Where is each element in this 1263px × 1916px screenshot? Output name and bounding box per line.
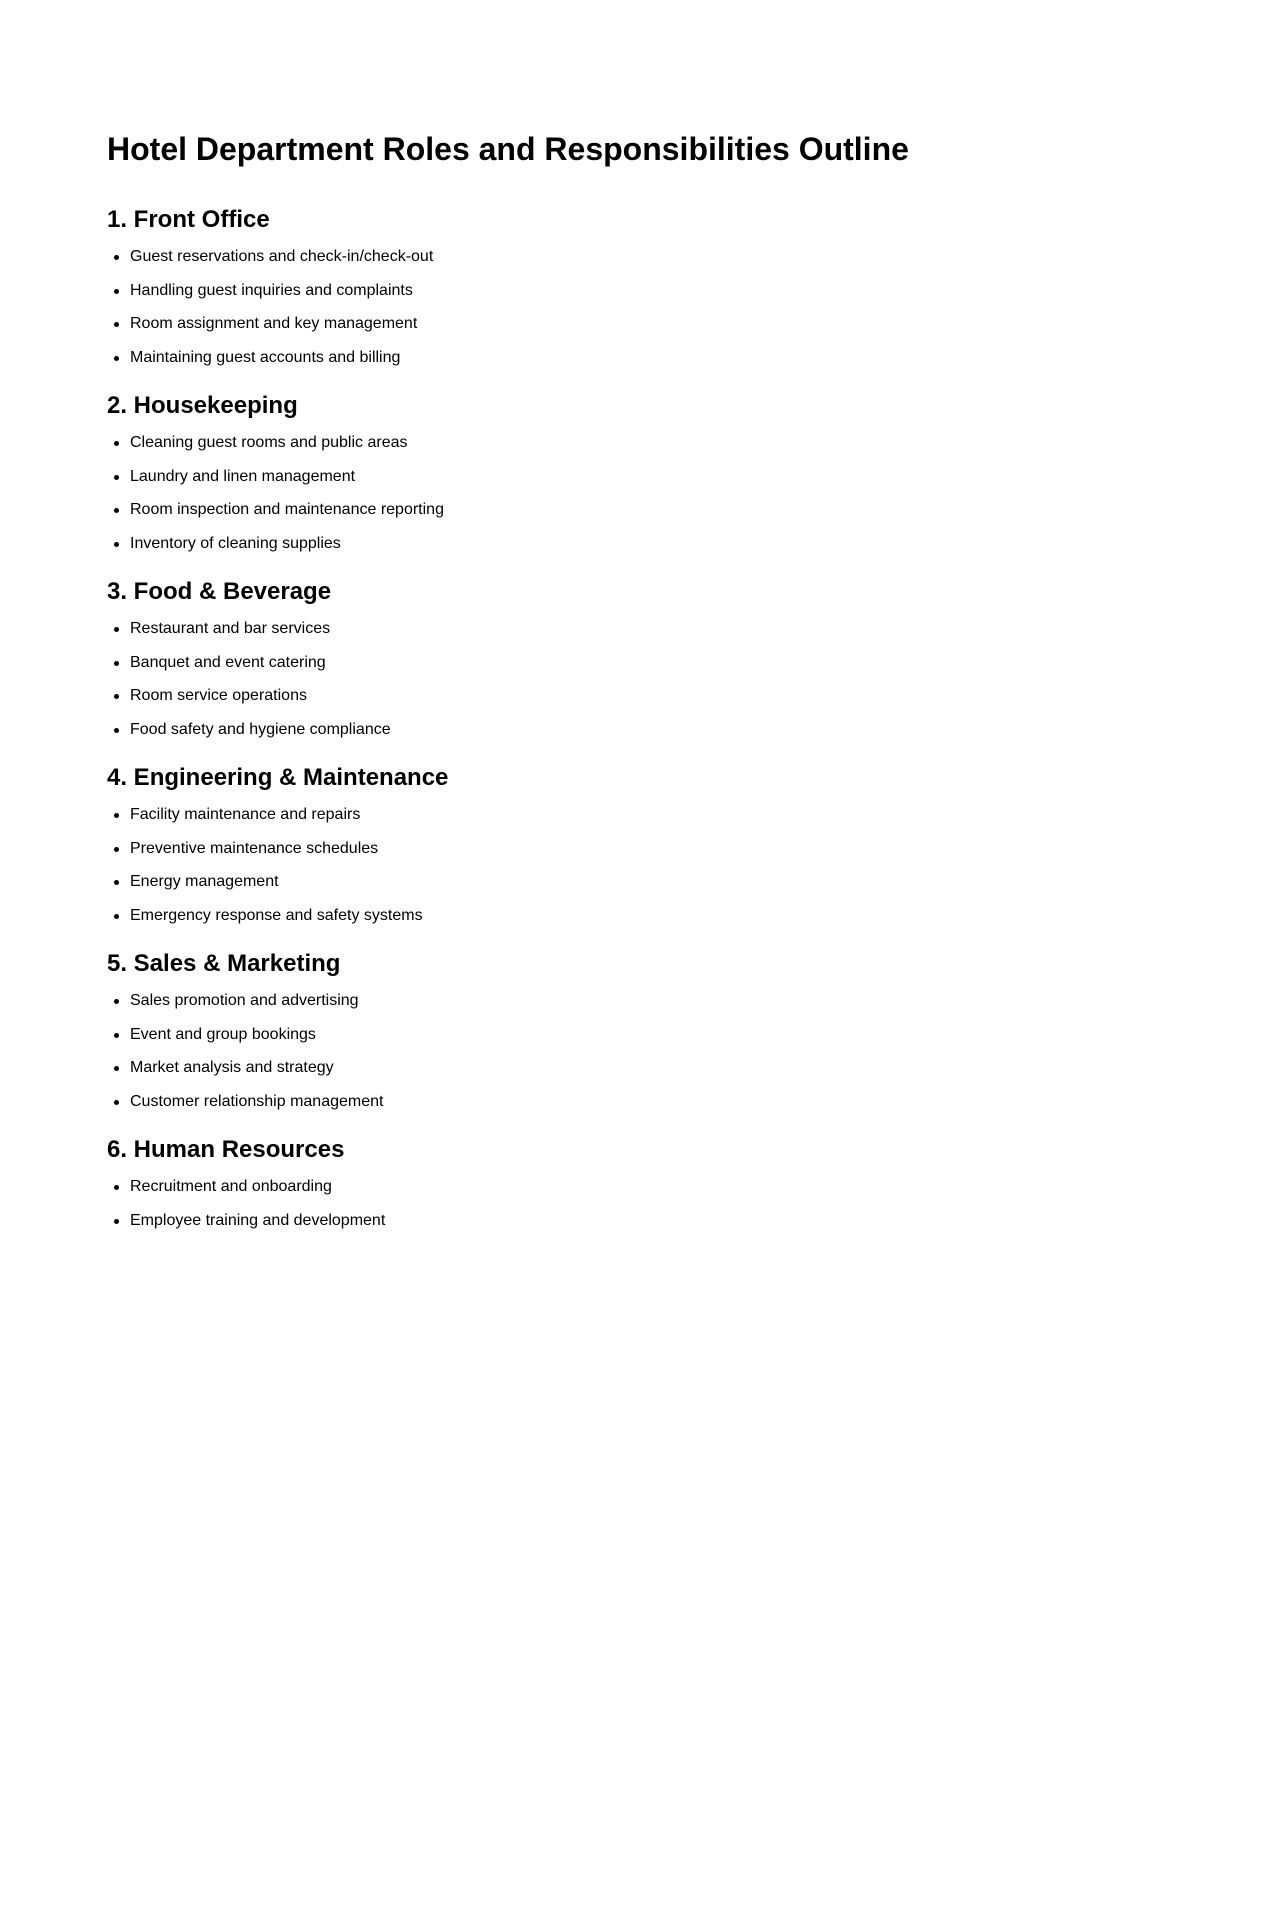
list-item xyxy=(107,248,1157,267)
responsibility-list xyxy=(107,806,1157,925)
bullet-icon xyxy=(114,728,119,733)
list-item-text: Employee training and development xyxy=(130,1211,386,1229)
bullet-icon xyxy=(114,661,119,666)
section-heading: 3. Food & Beverage xyxy=(107,578,332,605)
list-item-text: Facility maintenance and repairs xyxy=(130,806,361,823)
list-item-text: Event and group bookings xyxy=(130,1025,316,1043)
bullet-icon xyxy=(114,441,119,446)
list-item xyxy=(107,1212,1157,1231)
list-item xyxy=(107,806,1157,825)
bullet-icon xyxy=(114,627,119,632)
list-item xyxy=(107,1178,1157,1197)
list-item-text: Market analysis and strategy xyxy=(130,1059,334,1076)
section-heading: 2. Housekeeping xyxy=(107,392,298,419)
list-item-text: Recruitment and onboarding xyxy=(130,1178,332,1195)
bullet-icon xyxy=(114,508,119,513)
list-item-text: Laundry and linen management xyxy=(130,467,356,485)
section-food-beverage xyxy=(107,577,1157,739)
list-item-text: Sales promotion and advertising xyxy=(130,992,359,1009)
bullet-icon xyxy=(114,694,119,699)
bullet-icon xyxy=(114,322,119,327)
list-item-text: Maintaining guest accounts and billing xyxy=(130,348,401,366)
list-item-text: Room assignment and key management xyxy=(130,315,418,332)
responsibility-list xyxy=(107,620,1157,739)
list-item xyxy=(107,840,1157,859)
list-item xyxy=(107,1059,1157,1078)
bullet-icon xyxy=(114,1219,119,1224)
responsibility-list xyxy=(107,992,1157,1111)
list-item xyxy=(107,434,1157,453)
bullet-icon xyxy=(114,847,119,852)
bullet-icon xyxy=(114,289,119,294)
list-item xyxy=(107,282,1157,301)
section-human-resources xyxy=(107,1135,1157,1230)
list-item-text: Food safety and hygiene compliance xyxy=(130,720,391,738)
list-item xyxy=(107,468,1157,487)
section-sales-marketing xyxy=(107,949,1157,1111)
section-housekeeping xyxy=(107,391,1157,553)
list-item xyxy=(107,501,1157,520)
bullet-icon xyxy=(114,1033,119,1038)
list-item xyxy=(107,907,1157,926)
section-front-office xyxy=(107,205,1157,367)
list-item-text: Customer relationship management xyxy=(130,1092,384,1110)
list-item-text: Emergency response and safety systems xyxy=(130,906,423,924)
section-heading: 5. Sales & Marketing xyxy=(107,950,341,977)
list-item-text: Room service operations xyxy=(130,687,307,704)
list-item xyxy=(107,315,1157,334)
list-item-text: Inventory of cleaning supplies xyxy=(130,534,341,552)
bullet-icon xyxy=(114,813,119,818)
list-item-text: Energy management xyxy=(130,873,279,890)
section-heading: 1. Front Office xyxy=(107,206,270,233)
bullet-icon xyxy=(114,999,119,1004)
responsibility-list xyxy=(107,1178,1157,1230)
list-item xyxy=(107,873,1157,892)
bullet-icon xyxy=(114,1100,119,1105)
list-item xyxy=(107,992,1157,1011)
list-item xyxy=(107,1026,1157,1045)
list-item-text: Banquet and event catering xyxy=(130,653,326,671)
section-heading: 6. Human Resources xyxy=(107,1136,345,1163)
list-item xyxy=(107,721,1157,740)
page-title: Hotel Department Roles and Responsibilities Outline xyxy=(107,131,909,167)
section-engineering-maintenance xyxy=(107,763,1157,925)
list-item xyxy=(107,535,1157,554)
bullet-icon xyxy=(114,1066,119,1071)
bullet-icon xyxy=(114,356,119,361)
section-heading: 4. Engineering & Maintenance xyxy=(107,764,449,791)
list-item-text: Room inspection and maintenance reporting xyxy=(130,501,444,518)
bullet-icon xyxy=(114,255,119,260)
list-item-text: Cleaning guest rooms and public areas xyxy=(130,434,408,451)
bullet-icon xyxy=(114,880,119,885)
bullet-icon xyxy=(114,542,119,547)
list-item xyxy=(107,687,1157,706)
list-item-text: Handling guest inquiries and complaints xyxy=(130,281,413,299)
list-item xyxy=(107,620,1157,639)
list-item-text: Guest reservations and check-in/check-out xyxy=(130,248,434,265)
list-item-text: Restaurant and bar services xyxy=(130,620,331,637)
list-item-text: Preventive maintenance schedules xyxy=(130,839,379,857)
list-item xyxy=(107,654,1157,673)
responsibility-list xyxy=(107,248,1157,367)
list-item xyxy=(107,1093,1157,1112)
bullet-icon xyxy=(114,475,119,480)
document xyxy=(107,131,1157,1245)
list-item xyxy=(107,349,1157,368)
bullet-icon xyxy=(114,1185,119,1190)
responsibility-list xyxy=(107,434,1157,553)
bullet-icon xyxy=(114,914,119,919)
